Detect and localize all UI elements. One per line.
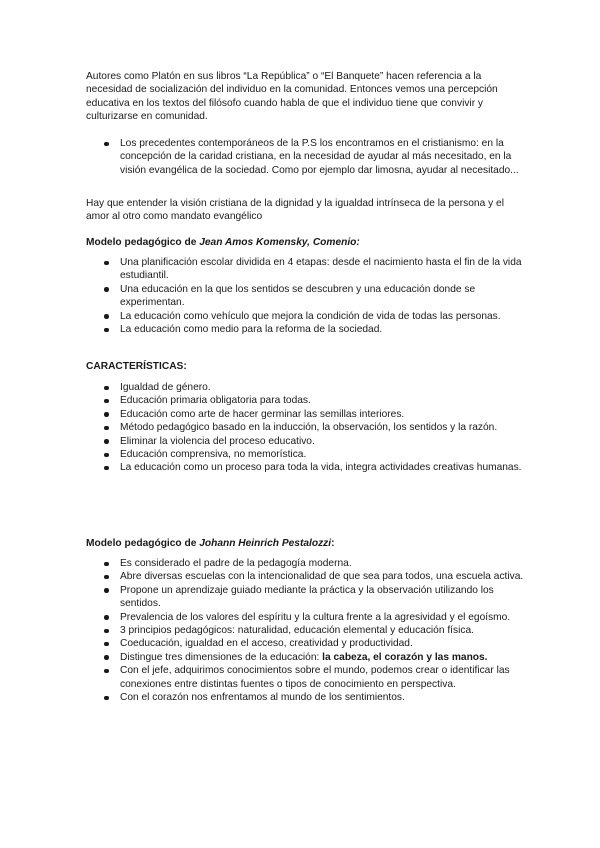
heading-prefix: Modelo pedagógico de — [86, 237, 200, 248]
pestalozzi-list — [86, 557, 526, 704]
list-item: Prevalencia de los valores del espíritu y la cultura frente a la agresividad y el egoísmo. — [86, 611, 526, 624]
list-item: Educación primaria obligatoria para todas. — [86, 394, 526, 407]
list-item: La educación como un proceso para toda la vida, integra actividades creativas humanas. — [86, 461, 526, 474]
list-item: La educación como vehículo que mejora la condición de vida de todas las personas. — [86, 310, 526, 323]
list-item: Método pedagógico basado en la inducción, la observación, los sentidos y la razón. — [86, 421, 526, 434]
christian-vision-paragraph: Hay que entender la visión cristiana de la dignidad y la igualdad intrínseca de la persona y el amor al otro como mandato evangélico — [86, 198, 504, 223]
intro-bullet-list — [86, 137, 526, 177]
heading-prefix: Modelo pedagógico de — [86, 538, 200, 549]
list-item: Los precedentes contemporáneos de la P.S los encontramos en el cristianismo: en la concepción de la caridad cristiana, en la necesidad de ayudar al más necesitado, en la visión evangélica de la sociedad. Como por ejemplo dar limosna, ayudar al necesitado... — [86, 137, 526, 177]
heading-author: Johann Heinrich Pestalozzi — [199, 538, 332, 549]
list-item: Propone un aprendizaje guiado mediante la práctica y la observación utilizando los sentidos. — [86, 584, 526, 611]
caracteristicas-heading: CARACTERÍSTICAS: — [86, 361, 187, 372]
list-item: Una educación en la que los sentidos se descubren y una educación donde se experimentan. — [86, 283, 526, 310]
list-item: La educación como medio para la reforma de la sociedad. — [86, 323, 526, 336]
list-item: Es considerado el padre de la pedagogía moderna. — [86, 557, 526, 570]
dimensions-text: Distingue tres dimensiones de la educación: — [120, 651, 323, 663]
list-item: Coeducación, igualdad en el acceso, creatividad y productividad. — [86, 637, 526, 650]
heading-author: Jean Amos Komensky, Comenio: — [199, 237, 360, 248]
list-item: Igualdad de género. — [86, 381, 526, 394]
heading-suffix: : — [331, 538, 335, 549]
pestalozzi-heading — [86, 537, 526, 550]
list-item: Una planificación escolar dividida en 4 etapas: desde el nacimiento hasta el fin de la vida estudiantil. — [86, 256, 526, 283]
list-item: Con el corazón nos enfrentamos al mundo de los sentimientos. — [86, 691, 526, 704]
list-item: Con el jefe, adquirimos conocimientos sobre el mundo, podemos crear o identificar las conexiones entre distintas fuentes o tipos de conocimiento en perspectiva. — [86, 664, 526, 691]
dimensions-bold: la cabeza, el corazón y las manos. — [322, 651, 488, 663]
list-item — [86, 651, 526, 664]
list-item: Eliminar la violencia del proceso educativo. — [86, 435, 526, 448]
list-item: 3 principios pedagógicos: naturalidad, educación elemental y educación física. — [86, 624, 526, 637]
intro-paragraph: Autores como Platón en sus libros “La República” o “El Banquete” hacen referencia a la necesidad de socialización del individuo en la comunidad. Entonces vemos una percepción educativa en los textos del filósofo cuando habla de que el individuo tiene que convivir y culturizarse en comunidad. — [86, 71, 498, 123]
comenio-heading — [86, 236, 526, 249]
comenio-list — [86, 256, 526, 336]
list-item: Educación como arte de hacer germinar las semillas interiores. — [86, 408, 526, 421]
caracteristicas-list — [86, 381, 526, 475]
list-item: Educación comprensiva, no memorística. — [86, 448, 526, 461]
list-item: Abre diversas escuelas con la intencionalidad de que sea para todos, una escuela activa. — [86, 570, 526, 583]
